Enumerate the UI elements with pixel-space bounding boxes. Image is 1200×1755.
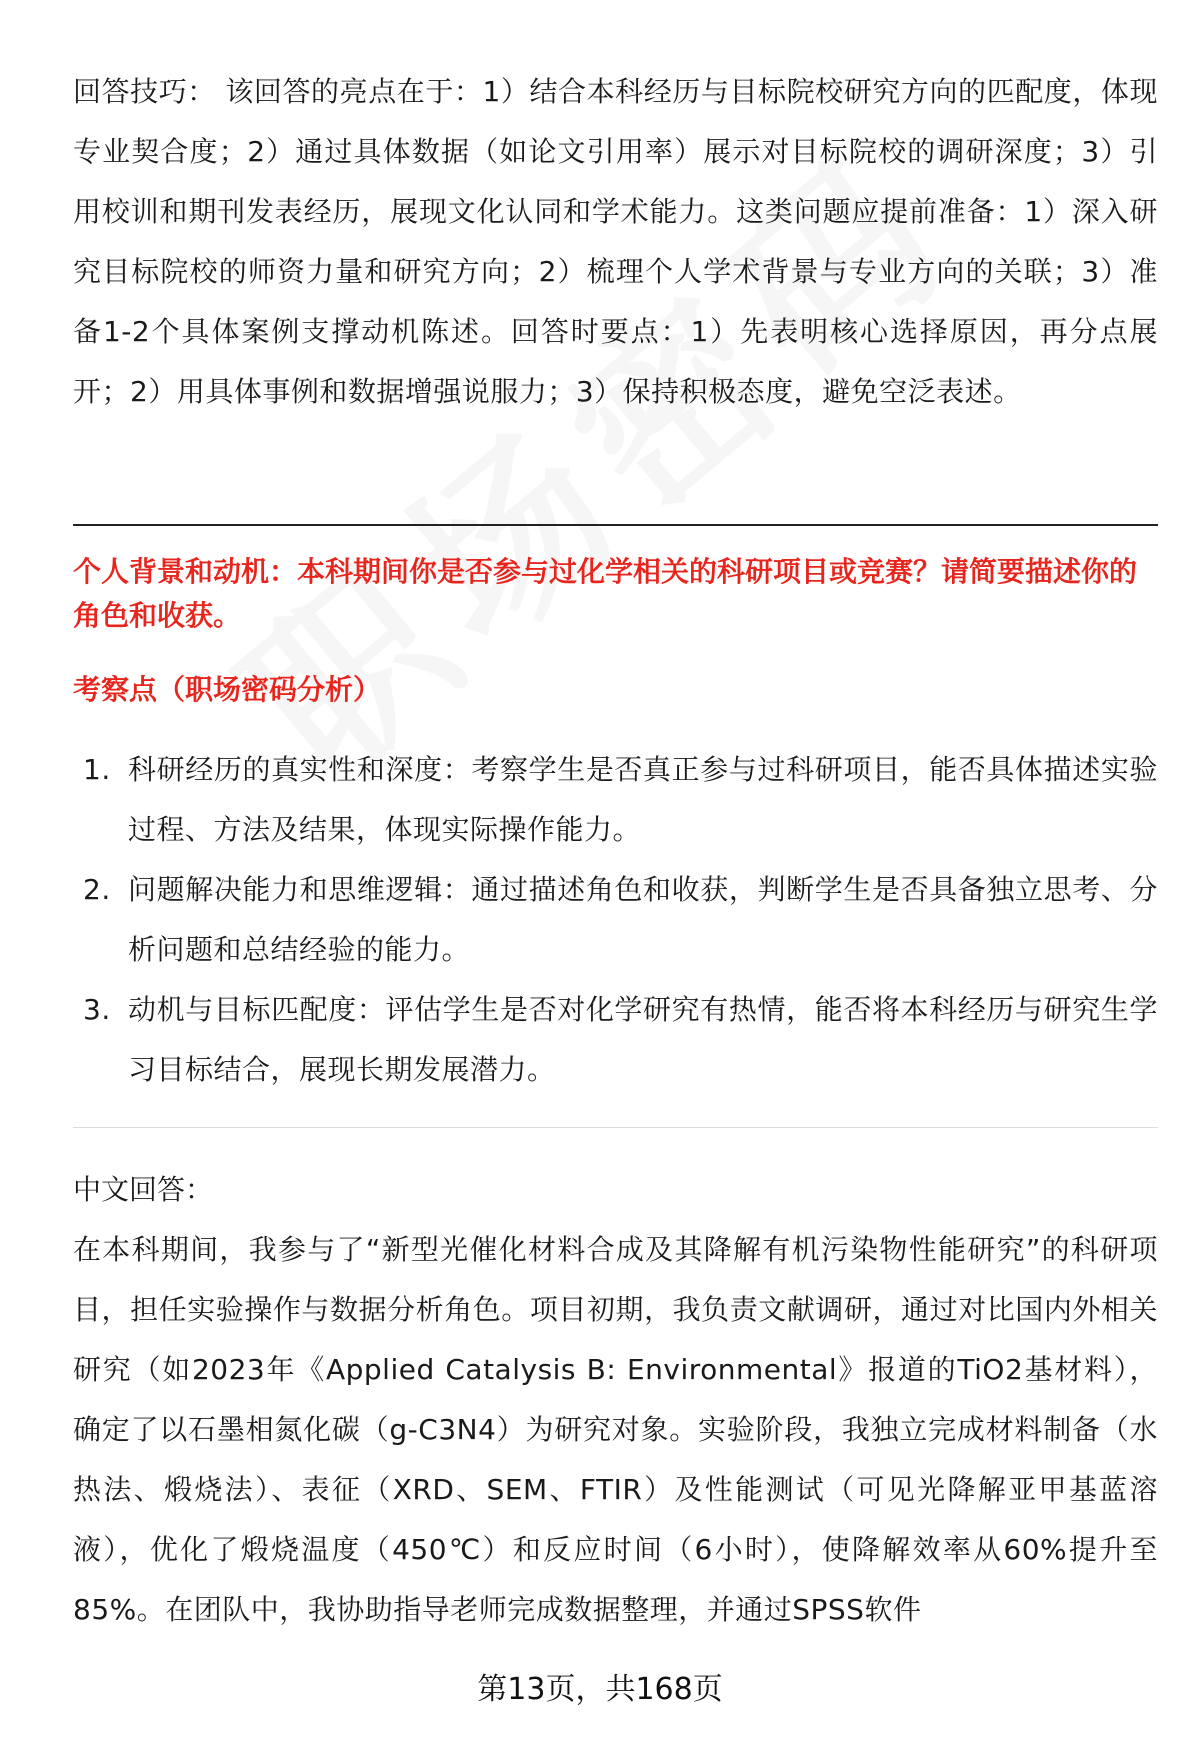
- page-number: 第13页，共168页: [477, 1672, 723, 1707]
- list-item: [73, 980, 1158, 1100]
- list-item-number: 1.: [83, 753, 111, 786]
- list-item-text: 动机与目标匹配度：评估学生是否对化学研究有热情，能否将本科经历与研究生学习目标结合，展现长期发展潜力。: [128, 993, 1158, 1086]
- list-item-text: 科研经历的真实性和深度：考察学生是否真正参与过科研项目，能否具体描述实验过程、方法及结果，体现实际操作能力。: [128, 753, 1158, 846]
- answer-label: 中文回答：: [73, 1173, 214, 1206]
- answer-tips-paragraph: 回答技巧： 该回答的亮点在于：1）结合本科经历与目标院校研究方向的匹配度，体现专业契合度；2）通过具体数据（如论文引用率）展示对目标院校的调研深度；3）引用校训和期刊发表经历，展现文化认同和学术能力。这类问题应提前准备：1）深入研究目标院校的师资力量和研究方向；2）梳理个人学术背景与专业方向的关联；3）准备1-2个具体案例支撑动机陈述。回答时要点：1）先表明核心选择原因，再分点展开；2）用具体事例和数据增强说服力；3）保持积极态度，避免空泛表述。: [73, 75, 1158, 408]
- assessment-points-heading: 考察点（职场密码分析）: [73, 673, 382, 706]
- assessment-points-list: [73, 740, 1158, 1100]
- answer-divider: [73, 1127, 1158, 1128]
- answer-section: [73, 1220, 1158, 1640]
- section-divider: [73, 524, 1158, 526]
- list-item: [73, 860, 1158, 980]
- list-item-text: 问题解决能力和思维逻辑：通过描述角色和收获，判断学生是否具备独立思考、分析问题和总结经验的能力。: [128, 873, 1158, 966]
- answer-tips-section: [73, 62, 1158, 422]
- answer-paragraph: 在本科期间，我参与了“新型光催化材料合成及其降解有机污染物性能研究”的科研项目，担任实验操作与数据分析角色。项目初期，我负责文献调研，通过对比国内外相关研究（如2023年《Applied Catalysis B: Environmental》报道的TiO2基材料），确定了以石墨相氮化碳（g-C3N4）为研究对象。实验阶段，我独立完成材料制备（水热法、煅烧法）、表征（XRD、SEM、FTIR）及性能测试（可见光降解亚甲基蓝溶液），优化了煅烧温度（450℃）和反应时间（6小时），使降解效率从60%提升至85%。在团队中，我协助指导老师完成数据整理，并通过SPSS软件: [73, 1233, 1158, 1626]
- question-heading: 个人背景和动机：本科期间你是否参与过化学相关的科研项目或竞赛？请简要描述你的角色和收获。: [73, 555, 1138, 632]
- list-item: [73, 740, 1158, 860]
- list-item-number: 2.: [83, 873, 111, 906]
- list-item-number: 3.: [83, 993, 111, 1026]
